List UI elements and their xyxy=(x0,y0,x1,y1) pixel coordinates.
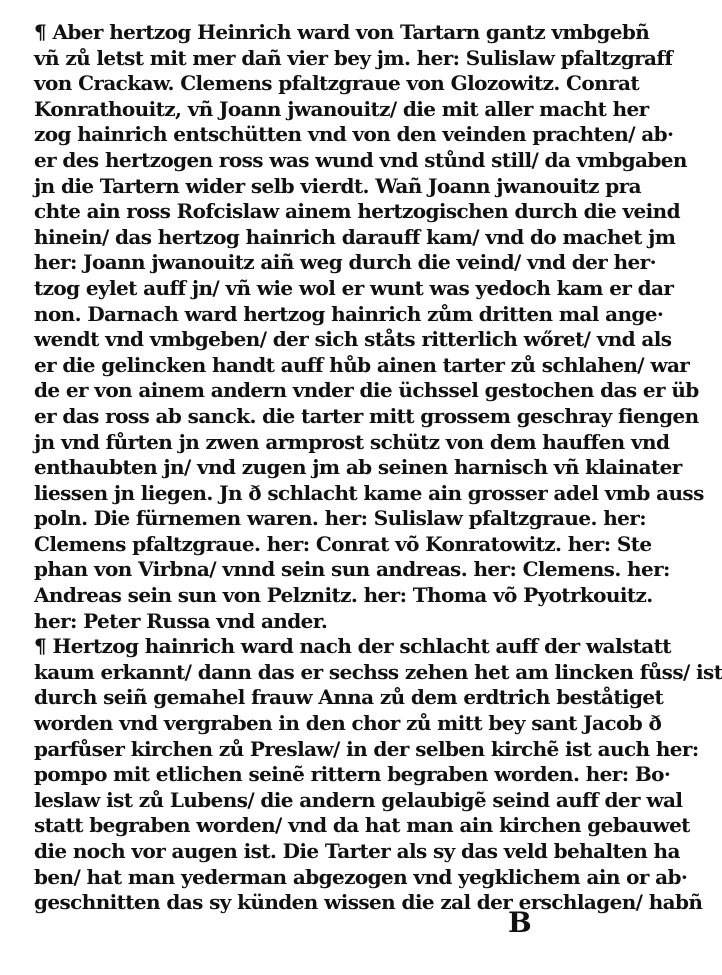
text-line: liessen jn liegen. Jn ð schlacht kame ain grosser adel vmb auss xyxy=(34,480,704,505)
text-line: hinein/ das hertzog hainrich darauff kam/ vnd do machet jm xyxy=(34,224,676,249)
text-line: worden vnd vergraben in den chor zů mitt bey sant Jacob ð xyxy=(34,711,662,736)
text-line: poln. Die fürnemen waren. her: Sulislaw pfaltzgraue. her: xyxy=(34,506,646,531)
text-line: ben/ hat man yederman abgezogen vnd yegklichem ain or ab· xyxy=(34,864,688,889)
text-line: jn die Tartern wider selb vierdt. Wañ Joann jwanouitz pra xyxy=(34,173,641,198)
text-line: ¶ Hertzog hainrich ward nach der schlacht auff der walstatt xyxy=(34,634,671,659)
text-line: non. Darnach ward hertzog hainrich zům dritten mal ange· xyxy=(34,301,664,326)
text-line: phan von Virbna/ vnnd sein sun andreas. her: Clemens. her: xyxy=(34,557,670,582)
text-line: von Crackaw. Clemens pfaltzgraue von Glozowitz. Conrat xyxy=(34,71,639,96)
text-line: wendt vnd vmbgeben/ der sich ståts ritterlich wőret/ vnd als xyxy=(34,327,672,352)
text-line: parfůser kirchen zů Preslaw/ in der selben kirchẽ ist auch her: xyxy=(34,736,699,761)
text-line: er das ross ab sanck. die tarter mitt grossem geschray fiengen xyxy=(34,403,699,428)
text-line: tzog eylet auff jn/ vñ wie wol er wunt was yedoch kam er dar xyxy=(34,275,674,300)
text-line: geschnitten das sy künden wissen die zal der erschlagen/ habñ xyxy=(34,890,703,915)
text-line: her: Joann jwanouitz aiñ weg durch die veind/ vnd der her· xyxy=(34,250,656,275)
text-line: pompo mit etlichen seinẽ rittern begraben worden. her: Bo· xyxy=(34,762,671,787)
text-line: her: Peter Russa vnd ander. xyxy=(34,608,328,633)
text-block xyxy=(34,20,722,916)
text-line: die noch vor augen ist. Die Tarter als sy das veld behalten ha xyxy=(34,839,680,863)
text-line: chte ain ross Rofcislaw ainem hertzogischen durch die veind xyxy=(34,199,680,224)
text-line: statt begraben worden/ vnd da hat man ain kirchen gebauwet xyxy=(34,813,690,838)
text-line: Clemens pfaltzgraue. her: Conrat võ Konratowitz. her: Ste xyxy=(34,531,652,556)
text-line: Andreas sein sun von Pelznitz. her: Thoma võ Pyotrkouitz. xyxy=(34,583,653,608)
text-line: ¶ Aber hertzog Heinrich ward von Tartarn gantz vmbgebñ xyxy=(34,20,650,44)
text-line: er des hertzogen ross was wund vnd stůnd still/ da vmbgaben xyxy=(34,147,687,172)
text-line: Konrathouitz, vñ Joann jwanouitz/ die mit aller macht her xyxy=(34,96,649,121)
text-line: durch seiñ gemahel frauw Anna zů dem erdtrich beståtiget xyxy=(34,685,664,710)
text-line: kaum erkannt/ dann das er sechss zehen het am lincken fůss/ ist xyxy=(34,659,722,684)
text-line: de er von ainem andern vnder die üchssel gestochen das er üb xyxy=(34,378,699,403)
text-line: jn vnd fůrten jn zwen armprost schütz von dem hauffen vnd xyxy=(34,429,670,454)
text-line: zog hainrich entschütten vnd von den veinden prachten/ ab· xyxy=(34,122,674,147)
signature-mark: B xyxy=(508,906,532,939)
text-line: er die gelincken handt auff hůb ainen tarter zů schlahen/ war xyxy=(34,352,690,377)
text-line: vñ zů letst mit mer dañ vier bey jm. her: Sulislaw pfaltzgraff xyxy=(34,45,673,70)
text-line: leslaw ist zů Lubens/ die andern gelaubigẽ seind auff der wal xyxy=(34,787,683,812)
text-line: enthaubten jn/ vnd zugen jm ab seinen harnisch vñ klainater xyxy=(34,455,682,480)
